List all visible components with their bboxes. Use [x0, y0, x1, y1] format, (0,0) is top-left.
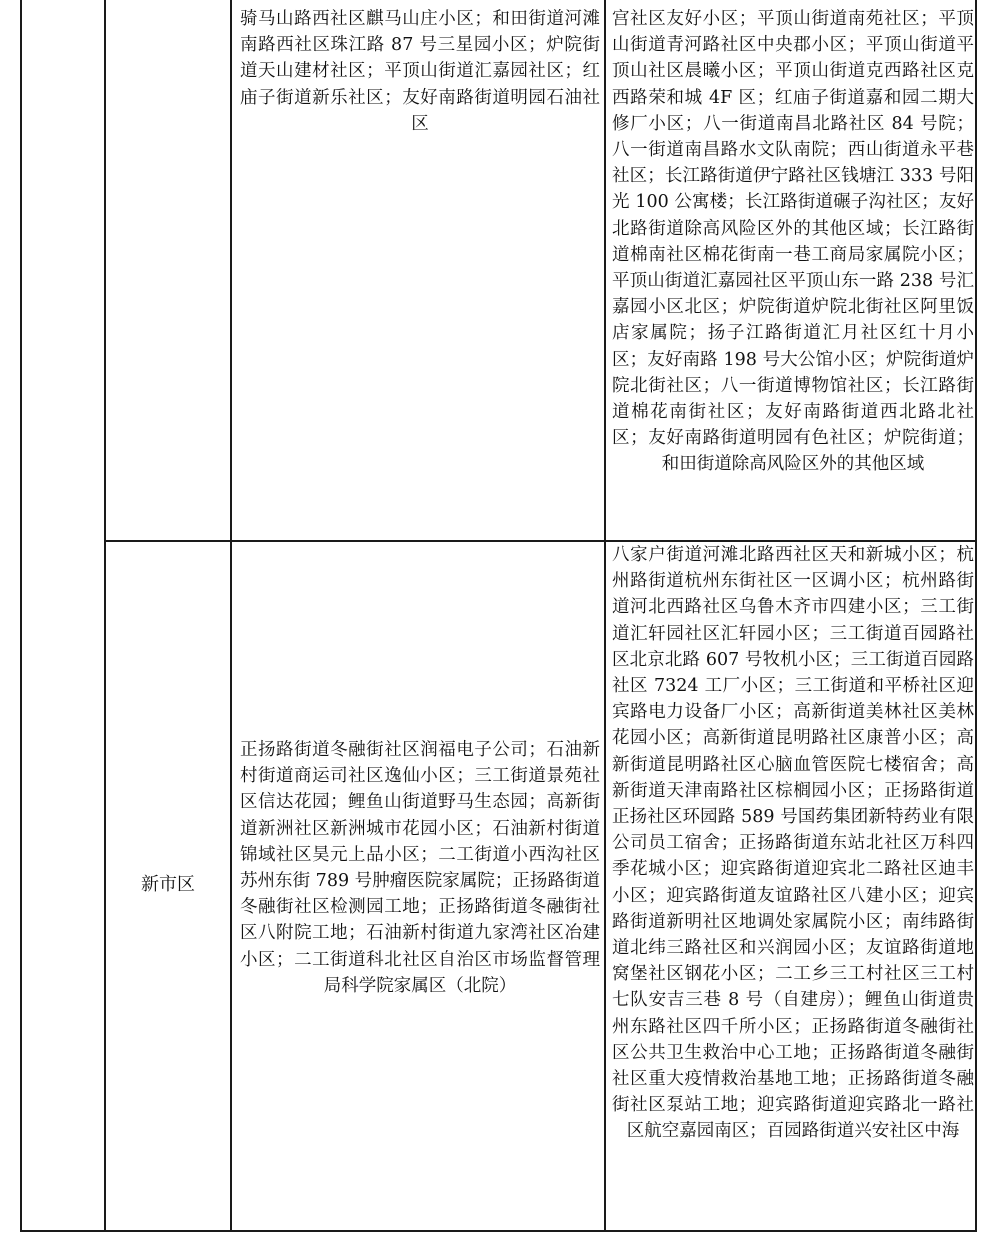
table-cell-high-risk: 骑马山路西社区麒马山庄小区；和田街道河滩南路西社区珠江路 87 号三星园小区；炉院街道天山建材社区；平顶山街道汇嘉园社区；红庙子街道新乐社区；友好南路街道明园石油社区: [240, 9, 600, 134]
table-border-right: [975, 0, 977, 1232]
table-border-left: [20, 0, 22, 1232]
table-cell-district: [106, 0, 230, 540]
table-cell-other-areas: 宫社区友好小区；平顶山街道南苑社区；平顶山街道青河路社区中央郡小区；平顶山街道平顶山社区晨曦小区；平顶山街道克西路社区克西路荣和城 4F 区；红庙子街道嘉和园二期大修厂小区；八一街道南昌北路社区 84 号院；八一街道南昌路水文队南院；西山街道永平巷社区；长江路街道伊宁路社区钱塘江 333 号阳光 100 公寓楼；长江路街道碾子沟社区；友好北路街道除高风险区外的其他区域；长江路街道棉南社区棉花街南一巷工商局家属院小区；平顶山街道汇嘉园社区平顶山东一路 238 号汇嘉园小区北区；炉院街道炉院北街社区阿里饭店家属院；扬子江路街道汇月社区红十月小区；友好南路 198 号大公馆小区；炉院街道炉院北街社区；八一街道博物馆社区；长江路街道棉花南街社区；友好南路街道西北路北社区；友好南路街道明园有色社区；炉院街道；和田街道除高风险区外的其他区域: [612, 9, 974, 475]
table-border-bottom: [20, 1230, 977, 1232]
table-divider-3: [604, 0, 606, 1232]
table-cell-high-risk: 正扬路街道冬融街社区润福电子公司；石油新村街道商运司社区逸仙小区；三工街道景苑社区信达花园；鲤鱼山街道野马生态园；高新街道新洲社区新洲城市花园小区；石油新村街道锦域社区昊元上品小区；二工街道小西沟社区苏州东街 789 号肿瘤医院家属院；正扬路街道冬融街社区检测园工地；正扬路街道冬融街社区八附院工地；石油新村街道九家湾社区冶建小区；二工街道科北社区自治区市场监督管理局科学院家属区（北院）: [240, 740, 600, 996]
table-cell-other-areas: 八家户街道河滩北路西社区天和新城小区；杭州路街道杭州东街社区一区调小区；杭州路街道河北西路社区乌鲁木齐市四建小区；三工街道汇轩园社区汇轩园小区；三工街道百园路社区北京北路 607 号牧机小区；三工街道百园路社区 7324 工厂小区；三工街道和平桥社区迎宾路电力设备厂小区；高新街道美林社区美林花园小区；高新街道昆明路社区康普小区；高新街道昆明路社区心脑血管医院七楼宿舍；高新街道天津南路社区棕榈园小区；正扬路街道正扬社区环园路 589 号国药集团新特药业有限公司员工宿舍；正扬路街道东站北社区万科四季花城小区；迎宾路街道迎宾北二路社区迪丰小区；迎宾路街道友谊路社区八建小区；迎宾路街道新明社区地调处家属院小区；南纬路街道北纬三路社区和兴润园小区；友谊路街道地窝堡社区钢花小区；二工乡三工村社区三工村七队安吉三巷 8 号（自建房）；鲤鱼山街道贵州东路社区四千所小区；正扬路街道冬融街社区公共卫生救治中心工地；正扬路街道冬融街社区重大疫情救治基地工地；正扬路街道冬融街社区泵站工地；迎宾路街道迎宾路北一路社区航空嘉园南区；百园路街道兴安社区中海: [612, 545, 974, 1142]
table-divider-2: [230, 0, 232, 1232]
table-cell-district: 新市区: [141, 874, 195, 895]
